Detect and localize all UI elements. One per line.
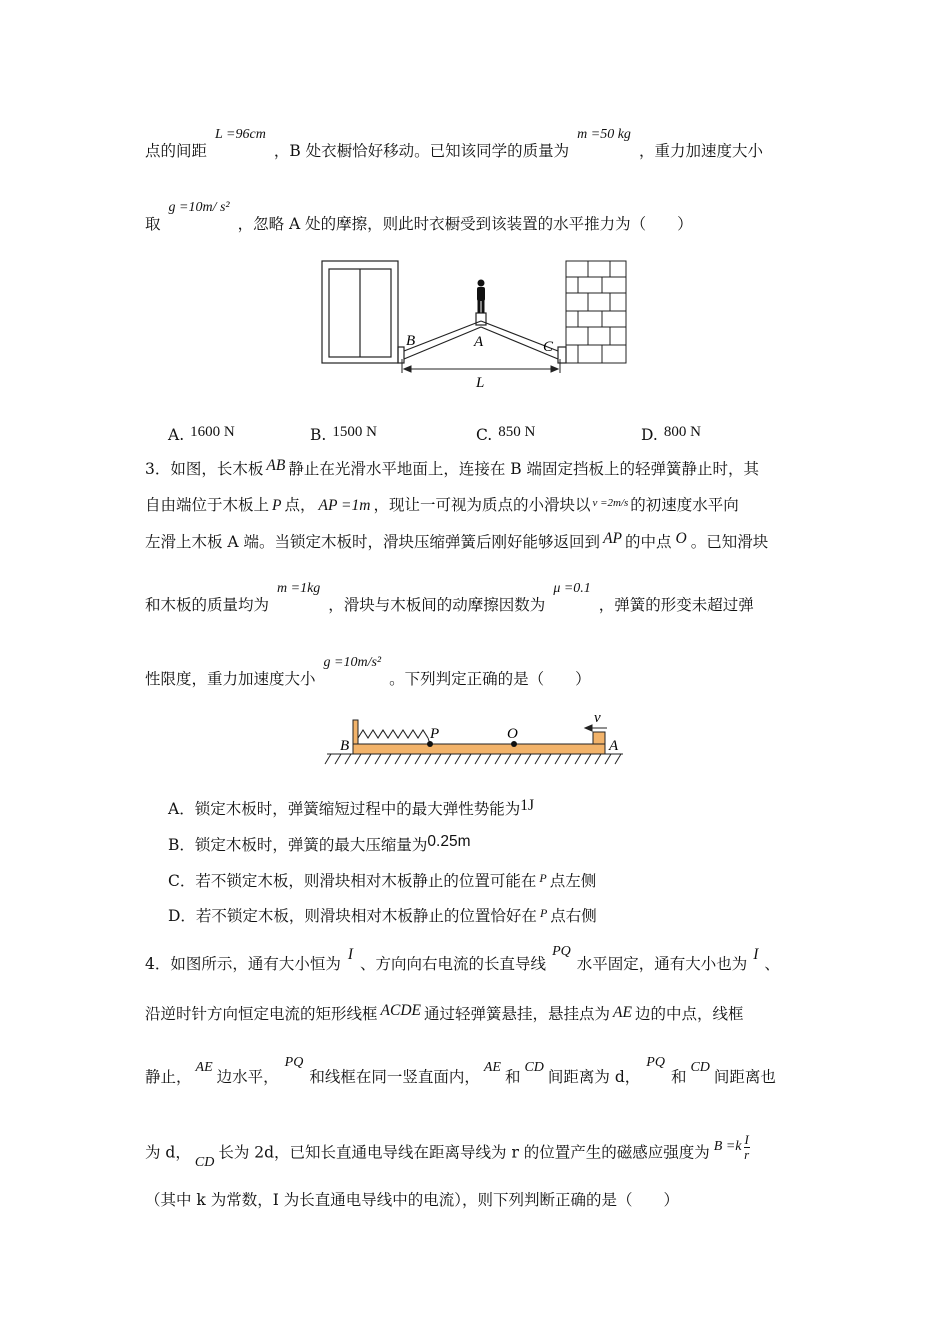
option-value: 1500 N xyxy=(332,424,377,440)
q3-line-2 xyxy=(145,494,825,518)
option-tail: 点左侧 xyxy=(549,872,597,890)
option-value: 800 N xyxy=(663,424,701,440)
text: （其中 k 为常数，I 为长直通电导线中的电流），则下列判断正确的是（ ） xyxy=(145,1191,680,1209)
formula-m: m =50 kg xyxy=(577,127,631,142)
formula-CD: CD xyxy=(524,1060,544,1075)
q3-option-a[interactable] xyxy=(168,798,534,821)
wardrobe xyxy=(322,261,398,363)
option-tail: 点右侧 xyxy=(550,907,597,925)
formula-O: O xyxy=(675,530,687,547)
text: 。下列判定正确的是（ ） xyxy=(389,670,591,688)
text: 自由端位于木板上 xyxy=(145,496,270,514)
text: 和木板的质量均为 xyxy=(145,596,270,614)
option-value: 1J xyxy=(520,797,534,814)
formula-CD: CD xyxy=(194,1154,215,1170)
formula-L: L =96cm xyxy=(215,127,266,142)
q2-option-c[interactable] xyxy=(476,424,535,447)
q3-line-5 xyxy=(145,655,825,692)
text: 的中点 xyxy=(625,533,672,551)
option-value: 0.25m xyxy=(427,833,471,850)
label-B: B xyxy=(406,333,416,349)
option-text: A．锁定木板时，弹簧缩短过程中的最大弹性势能为 xyxy=(168,800,521,818)
formula-g: g =10m/ s² xyxy=(168,200,230,215)
q4-line-2 xyxy=(145,1003,825,1026)
label-A: A xyxy=(609,738,619,754)
text: 和 xyxy=(670,1068,687,1086)
text: 性限度，重力加速度大小 xyxy=(145,670,316,688)
option-text: D．若不锁定木板，则滑块相对木板静止的位置恰好在 xyxy=(168,907,537,925)
option-value: 850 N xyxy=(498,424,536,440)
text: 静止在光滑水平地面上，连接在 B 端固定挡板上的轻弹簧静止时，其 xyxy=(288,460,760,478)
q4-line-4 xyxy=(145,1132,825,1170)
formula-PQ: PQ xyxy=(552,944,571,959)
end-stop-plate xyxy=(353,720,358,744)
label-A: A xyxy=(474,334,484,350)
formula-mu: μ =0.1 xyxy=(553,581,591,596)
text: 和线框在同一竖直面内， xyxy=(309,1068,480,1086)
formula-AE: AE xyxy=(483,1060,501,1075)
q3-option-b[interactable] xyxy=(168,834,471,857)
q3-line-3 xyxy=(145,531,825,554)
text: ，滑块与木板间的动摩擦因数为 xyxy=(328,596,546,614)
label-B: B xyxy=(340,738,350,754)
text: 水平固定，通有大小也为 xyxy=(576,955,748,973)
formula-m: m =1kg xyxy=(277,581,321,596)
text: 左滑上木板 A 端。当锁定木板时，滑块压缩弹簧后刚好能够返回到 xyxy=(145,533,601,551)
text: 沿逆时针方向恒定电流的矩形线框 xyxy=(145,1005,378,1023)
q2-line-1 xyxy=(145,127,825,164)
text: ，重力加速度大小 xyxy=(638,142,763,160)
label-L: L xyxy=(476,375,485,390)
wooden-board xyxy=(353,744,605,754)
option-letter: C. xyxy=(476,426,493,444)
text: 点， xyxy=(284,496,316,514)
text: 为 d， xyxy=(145,1143,191,1162)
text: 静止， xyxy=(145,1068,192,1086)
formula-AE: AE xyxy=(195,1060,213,1075)
fraction-numerator: I xyxy=(744,1132,749,1147)
spring xyxy=(358,730,428,738)
text: 的初速度水平向 xyxy=(630,496,739,514)
text: 边水平， xyxy=(216,1068,279,1086)
formula-ACDE: ACDE xyxy=(380,1002,421,1019)
label-O: O xyxy=(507,726,518,742)
q3-line-1 xyxy=(145,458,825,481)
formula-g: g =10m/s² xyxy=(323,655,382,670)
formula-AP: AP =1m xyxy=(318,497,371,514)
text: 和 xyxy=(504,1068,521,1086)
q4-line-3 xyxy=(145,1055,825,1090)
text: 3．如图，长木板 xyxy=(145,460,264,478)
formula-AB: AB xyxy=(266,457,286,474)
formula-I: I xyxy=(347,946,354,963)
dimension-line xyxy=(402,359,560,373)
q4-line-1 xyxy=(145,944,825,977)
text: 间距离为 d， xyxy=(547,1068,641,1086)
text: ，B 处衣橱恰好移动。已知该同学的质量为 xyxy=(273,142,570,160)
q3-board-spring-figure xyxy=(323,708,627,770)
text: ，弹簧的形变未超过弹 xyxy=(598,596,754,614)
formula-B: B =k xyxy=(713,1138,742,1154)
q3-option-c[interactable] xyxy=(168,870,596,893)
q3-line-4 xyxy=(145,581,825,618)
q4-line-5 xyxy=(145,1189,825,1211)
text: 取 xyxy=(145,215,161,233)
text: 点的间距 xyxy=(145,142,208,160)
fraction-denominator: r xyxy=(744,1147,750,1162)
option-letter: D. xyxy=(641,426,658,444)
formula-v: v =2m/s xyxy=(592,497,629,509)
q2-option-a[interactable] xyxy=(168,424,235,447)
formula-PQ: PQ xyxy=(284,1055,304,1070)
text: 4．如图所示，通有大小恒为 xyxy=(145,955,341,973)
formula-PQ: PQ xyxy=(646,1055,665,1070)
option-value: 1600 N xyxy=(190,424,235,440)
label-P: P xyxy=(430,726,440,742)
label-C: C xyxy=(543,339,554,355)
text: 。已知滑块 xyxy=(690,533,769,551)
slider-block xyxy=(593,732,605,744)
option-value: P xyxy=(539,906,548,920)
option-letter: A. xyxy=(168,426,185,444)
text: 、方向向右电流的长直导线 xyxy=(360,955,547,973)
text: ，忽略 A 处的摩擦，则此时衣橱受到该装置的水平推力为（ ） xyxy=(237,215,693,233)
q2-option-b[interactable] xyxy=(310,424,377,447)
text: 通过轻弹簧悬挂，悬挂点为 xyxy=(423,1005,610,1023)
option-value: P xyxy=(539,871,547,885)
text: 边的中点，线框 xyxy=(634,1005,744,1023)
text: 间距离也 xyxy=(713,1068,776,1086)
person-icon xyxy=(477,280,485,314)
text: 长为 2d，已知长直通电导线在距离导线为 r 的位置产生的磁感应强度为 xyxy=(218,1143,710,1162)
text: 、 xyxy=(764,955,780,973)
option-letter: B. xyxy=(310,426,327,444)
fraction-I-over-r xyxy=(744,1133,750,1162)
q2-wardrobe-figure xyxy=(318,255,630,390)
q2-option-d[interactable] xyxy=(641,424,701,447)
option-text: C．若不锁定木板，则滑块相对木板静止的位置可能在 xyxy=(168,872,537,890)
option-text: B．锁定木板时，弹簧的最大压缩量为 xyxy=(168,836,428,854)
q3-option-d[interactable] xyxy=(168,905,597,928)
formula-AE: AE xyxy=(613,1004,632,1021)
ground xyxy=(325,754,623,764)
formula-CD: CD xyxy=(690,1060,710,1075)
brick-wall xyxy=(566,261,626,363)
formula-I: I xyxy=(753,946,759,963)
formula-AP: AP xyxy=(603,530,622,547)
text: ，现让一可视为质点的小滑块以 xyxy=(373,496,591,514)
label-v: v xyxy=(594,710,601,726)
formula-P: P xyxy=(272,497,282,514)
q2-line-2 xyxy=(145,200,825,237)
